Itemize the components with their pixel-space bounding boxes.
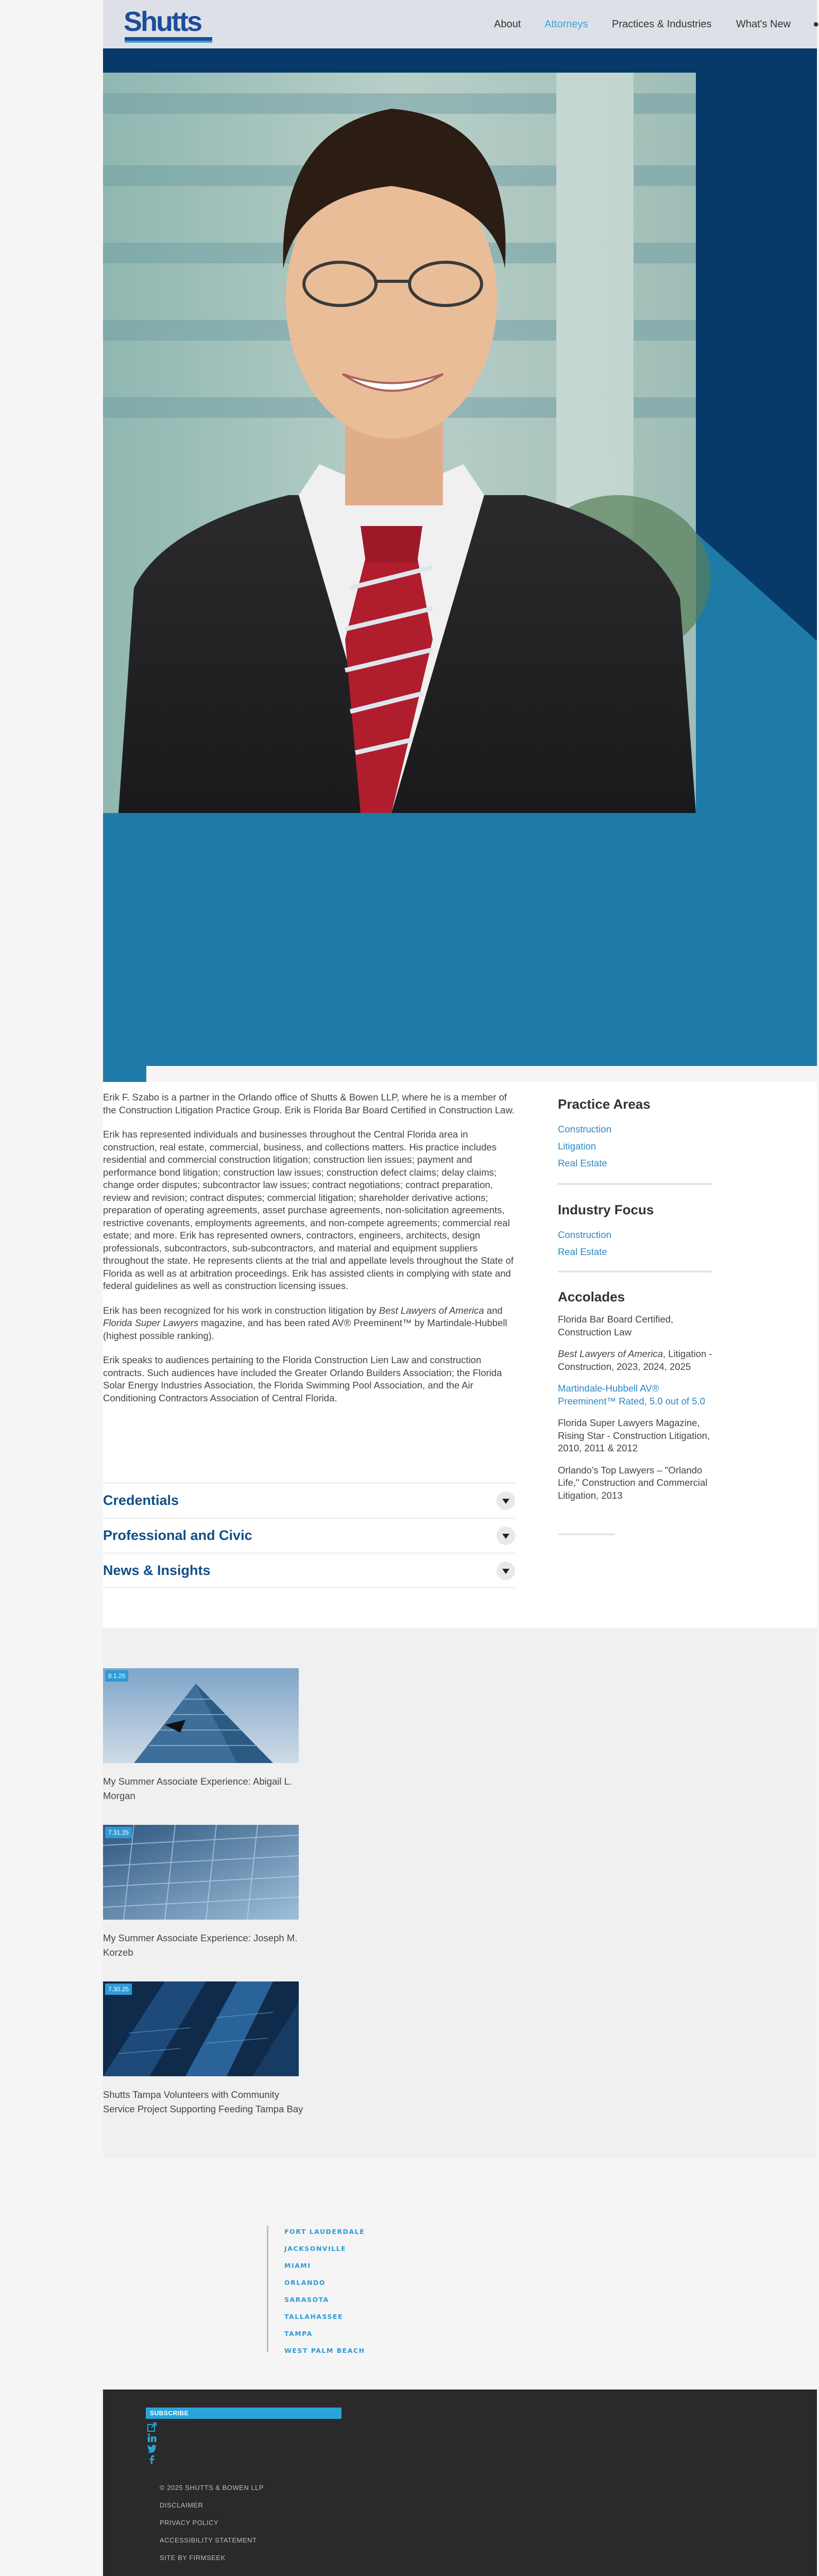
- practice-area-link[interactable]: Construction: [558, 1124, 611, 1134]
- office-link[interactable]: SARASOTA: [284, 2296, 329, 2303]
- bio-text: and: [484, 1304, 503, 1316]
- bio-text: magazine, and has been rated AV® Preeminent™ by Martindale-Hubbell (highest possible ranking).: [103, 1317, 507, 1341]
- accolade-item: Florida Bar Board Certified, Construction Law: [558, 1314, 674, 1337]
- practice-areas-section: [558, 1096, 712, 1172]
- external-link-icon[interactable]: [147, 2422, 157, 2432]
- accordion-news-insights[interactable]: [103, 1553, 515, 1588]
- attorney-portrait: [103, 73, 696, 813]
- footer-link-disclaimer[interactable]: DISCLAIMER: [160, 2501, 203, 2509]
- accolade-item: Florida Super Lawyers Magazine, Rising Star - Construction Litigation, 2010, 2011 & 2012: [558, 1417, 710, 1453]
- practice-areas-heading: Practice Areas: [558, 1096, 651, 1112]
- news-date-badge: 8.1.25: [105, 1670, 128, 1682]
- news-date-badge: 7.31.25: [105, 1827, 132, 1838]
- nav-practices-industries[interactable]: Practices & Industries: [612, 19, 712, 30]
- logo-underline-accent: [125, 41, 212, 43]
- practice-area-link[interactable]: Litigation: [558, 1141, 596, 1151]
- office-link[interactable]: TAMPA: [284, 2330, 313, 2337]
- industry-link[interactable]: Real Estate: [558, 1246, 607, 1257]
- chevron-down-icon[interactable]: [497, 1562, 515, 1580]
- publication-name: Best Lawyers of America: [558, 1348, 663, 1359]
- office-locations: [267, 2226, 421, 2352]
- nav-whats-new[interactable]: What's New: [736, 19, 791, 30]
- news-card-title[interactable]: My Summer Associate Experience: Abigail L. Morgan: [103, 1776, 293, 1801]
- publication-name: Florida Super Lawyers: [103, 1317, 199, 1328]
- bio-paragraph: Erik speaks to audiences pertaining to the Florida Construction Lien Law and construction contracts. Such audiences have included the Greater Orlando Builders Association; the Florida Solar Energy Industries Association, the Florida Swimming Pool Association, and the Air Conditioning Contractors Association of Central Florida.: [103, 1354, 502, 1403]
- sidebar-divider: [558, 1183, 712, 1185]
- industry-focus-heading: Industry Focus: [558, 1202, 654, 1217]
- accolades-section: [558, 1289, 712, 1511]
- nav-about[interactable]: About: [494, 19, 521, 30]
- office-link[interactable]: MIAMI: [284, 2262, 311, 2269]
- chevron-down-icon[interactable]: [497, 1492, 515, 1510]
- footer-link-site-credit[interactable]: SITE BY FIRMSEEK: [160, 2554, 226, 2562]
- accolade-text: , Litigation - Construction, 2023, 2024, 2025: [558, 1348, 712, 1372]
- office-link[interactable]: JACKSONVILLE: [284, 2245, 347, 2252]
- attorney-bio: [103, 1091, 515, 1416]
- news-card-image[interactable]: [103, 1981, 299, 2076]
- bio-paragraph: [103, 1304, 515, 1343]
- linkedin-icon[interactable]: [147, 2433, 157, 2443]
- footer-link-privacy[interactable]: PRIVACY POLICY: [160, 2519, 219, 2527]
- facebook-icon[interactable]: [147, 2454, 157, 2465]
- news-card-title[interactable]: Shutts Tampa Volunteers with Community Service Project Supporting Feeding Tampa Bay: [103, 2089, 303, 2114]
- logo-wordmark: Shutts: [124, 6, 201, 37]
- office-link[interactable]: ORLANDO: [284, 2279, 326, 2286]
- news-card-image[interactable]: [103, 1825, 299, 1920]
- bio-text: Erik has been recognized for his work in construction litigation by: [103, 1304, 379, 1316]
- office-link[interactable]: FORT LAUDERDALE: [284, 2228, 365, 2235]
- accolades-heading: Accolades: [558, 1289, 625, 1304]
- bio-paragraph: Erik F. Szabo is a partner in the Orlando office of Shutts & Bowen LLP, where he is a member of the Construction Litigation Practice Group. Erik is Florida Bar Board Certified in Construction Law.: [103, 1092, 515, 1115]
- sidebar-divider: [558, 1270, 712, 1273]
- accordion-title: Professional and Civic: [103, 1528, 252, 1543]
- news-card-title[interactable]: My Summer Associate Experience: Joseph M. Korzeb: [103, 1933, 298, 1958]
- subscribe-button[interactable]: SUBSCRIBE: [146, 2408, 342, 2419]
- accolade-link[interactable]: Martindale-Hubbell AV® Preeminent™ Rated, 5.0 out of 5.0: [558, 1383, 705, 1406]
- site-header: [103, 0, 817, 48]
- accordion-professional-civic[interactable]: [103, 1518, 515, 1553]
- nav-overflow-item[interactable]: ●: [813, 19, 819, 30]
- accordion-title: Credentials: [103, 1493, 179, 1508]
- nav-attorneys[interactable]: Attorneys: [544, 19, 588, 30]
- accolade-item: [558, 1348, 712, 1373]
- accolade-item: Orlando's Top Lawyers – "Orlando Life," Construction and Commercial Litigation, 2013: [558, 1464, 708, 1501]
- office-link[interactable]: WEST PALM BEACH: [284, 2347, 365, 2354]
- news-card-image[interactable]: [103, 1668, 299, 1763]
- accordion-title: News & Insights: [103, 1563, 211, 1578]
- sidebar-divider: [558, 1533, 615, 1535]
- copyright-text: © 2025 SHUTTS & BOWEN LLP: [160, 2484, 264, 2492]
- publication-name: Best Lawyers of America: [379, 1304, 484, 1316]
- attorney-hero: [103, 48, 817, 1066]
- shutts-logo[interactable]: [124, 6, 214, 43]
- practice-area-link[interactable]: Real Estate: [558, 1158, 607, 1168]
- news-date-badge: 7.30.25: [105, 1984, 132, 1995]
- twitter-icon[interactable]: [147, 2444, 157, 2454]
- footer-link-accessibility[interactable]: ACCESSIBILITY STATEMENT: [160, 2536, 257, 2544]
- office-link[interactable]: TALLAHASSEE: [284, 2313, 343, 2320]
- chevron-down-icon[interactable]: [497, 1527, 515, 1545]
- bio-paragraph: Erik has represented individuals and businesses throughout the Central Florida area in construction, real estate, commercial, business, and collections matters. His practice includes residential and commercial construction litigation; construction lien issues; payment and performance bond litigation; construction law issues; construction defect claims; delay claims; change order disputes; subcontractor law issues; contract negotiations; contract preparation, review and revision; contract disputes; commercial litigation; shareholder derivative actions; preparation of operating agreements, asset purchase agreements, non-solicitation agreements, restrictive covenants, employments agreements, and non-compete agreements; commercial real estate; and more. Erik has represented owners, contractors, engineers, architects, design professionals, subcontractors, sub-subcontractors, and material and equipment suppliers throughout the state. He represents clients at the trial and appellate levels throughout the State of Florida as well as at arbitration proceedings. Erik has assisted clients in complying with state and federal guidelines as well as construction licensing issues.: [103, 1129, 514, 1291]
- industry-focus-section: [558, 1202, 712, 1260]
- accordion-credentials[interactable]: [103, 1483, 515, 1518]
- industry-link[interactable]: Construction: [558, 1229, 611, 1240]
- logo-underline: [125, 37, 212, 41]
